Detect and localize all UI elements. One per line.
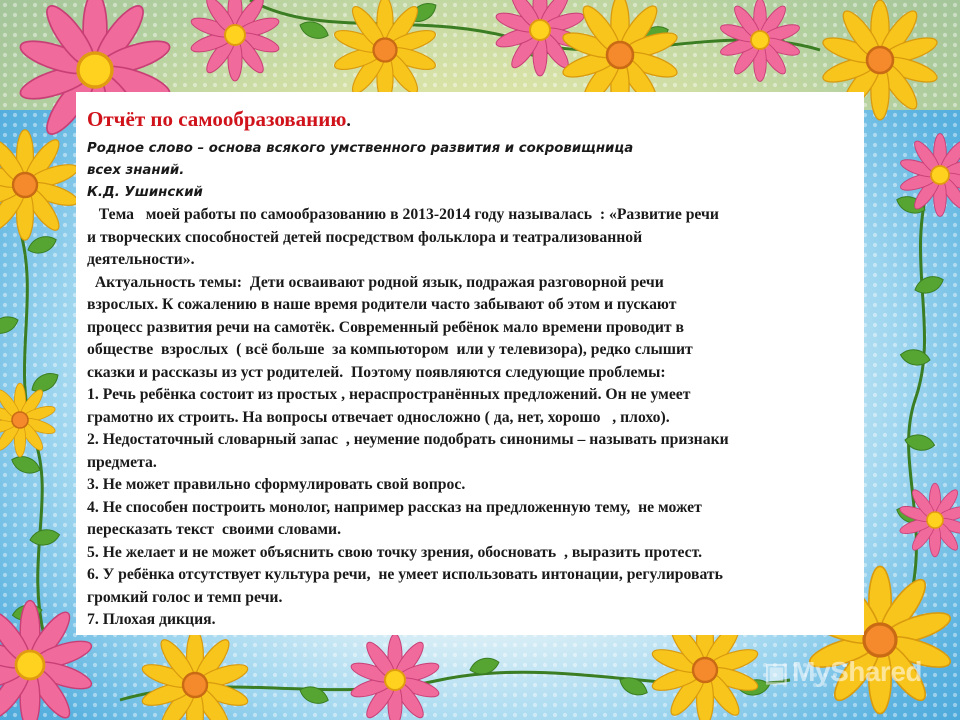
problem-item: 4. Не способен построить монолог, например рассказ на предложенную тему, не может (87, 498, 702, 516)
epigraph-line-1: Родное слово – основа всякого умственного развития и сокровищница (87, 141, 634, 156)
body-line: взрослых. К сожалению в наше время родители часто забывают об этом и пускают (87, 296, 677, 313)
problem-item: пересказать текст своими словами. (87, 521, 342, 538)
problem-item: 3. Не может правильно сформулировать свой вопрос. (87, 476, 466, 493)
watermark-text: MyShared (792, 656, 922, 687)
problem-item: 5. Не желает и не может объяснить свою точку зрения, обосновать , выразить протест. (87, 543, 703, 561)
title-dot: . (346, 110, 351, 130)
epigraph-line-2: всех знаний. (87, 163, 185, 178)
problem-item: грамотно их строить. На вопросы отвечает односложно ( да, нет, хорошо , плохо). (87, 408, 670, 426)
body-line: сказки и рассказы из уст родителей. Поэтому появляются следующие проблемы: (87, 363, 666, 381)
page-title (87, 106, 854, 134)
problem-item: 6. У ребёнка отсутствует культура речи, не умеет использовать интонации, регулировать (87, 566, 723, 583)
body-line: обществе взрослых ( всё больше за компьютором или у телевизора), редко слышит (87, 341, 693, 358)
problem-item: громкий голос и темп речи. (87, 588, 283, 606)
report-panel (76, 92, 864, 635)
body-line: и творческих способностей детей посредством фольклора и театрализованной (87, 228, 643, 246)
problem-item: 7. Плохая дикция. (87, 611, 216, 628)
body-line: Актуальность темы: Дети осваивают родной язык, подражая разговорной речи (87, 273, 664, 291)
problem-item: предмета. (87, 453, 157, 471)
body-line: Тема моей работы по самообразованию в 2013-2014 году называлась : «Развитие речи (87, 206, 719, 223)
body-line: процесс развития речи на самотёк. Современный ребёнок мало времени проводит в (87, 318, 684, 336)
myshared-logo-icon: ▣ (764, 657, 789, 687)
watermark-logo (764, 656, 922, 688)
title-text: Отчёт по самообразованию (87, 107, 347, 131)
body-line: деятельности». (87, 251, 195, 268)
problem-item: 2. Недостаточный словарный запас , неумение подобрать синонимы – называть признаки (87, 431, 729, 448)
epigraph-author: К.Д. Ушинский (87, 185, 203, 200)
problem-item: 1. Речь ребёнка состоит из простых , нераспространённых предложений. Он не умеет (87, 386, 691, 403)
